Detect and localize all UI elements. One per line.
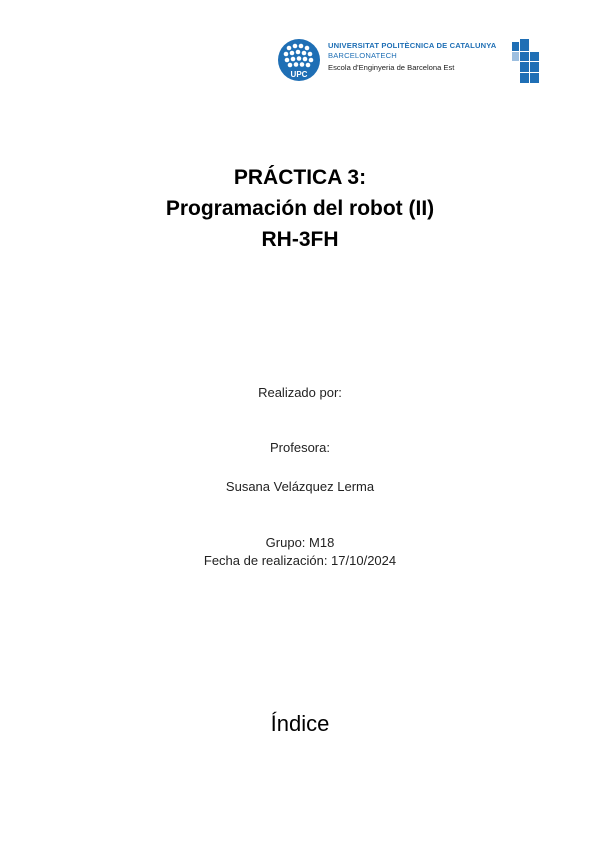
title-line-3: RH-3FH <box>261 228 339 251</box>
upc-seal-logo <box>277 38 321 82</box>
seal-text: UPC <box>290 70 308 79</box>
school-logo-mark <box>512 39 539 83</box>
university-name: UNIVERSITAT POLITÈCNICA DE CATALUNYA <box>328 41 497 50</box>
university-logo <box>277 38 542 84</box>
title-line-2: Programación del robot (II) <box>165 197 435 220</box>
author-label: Realizado por: <box>258 385 342 400</box>
school-name: Escola d'Enginyeria de Barcelona Est <box>328 63 455 72</box>
title-line-1: PRÁCTICA 3: <box>233 166 367 189</box>
professor-name: Susana Velázquez Lerma <box>225 479 375 494</box>
date-info: Fecha de realización: 17/10/2024 <box>203 553 397 568</box>
group-info: Grupo: M18 <box>265 535 335 550</box>
professor-label: Profesora: <box>270 440 330 455</box>
document-title <box>0 162 600 255</box>
index-heading: Índice <box>270 711 330 736</box>
university-subtitle: BARCELONATECH <box>328 51 397 60</box>
